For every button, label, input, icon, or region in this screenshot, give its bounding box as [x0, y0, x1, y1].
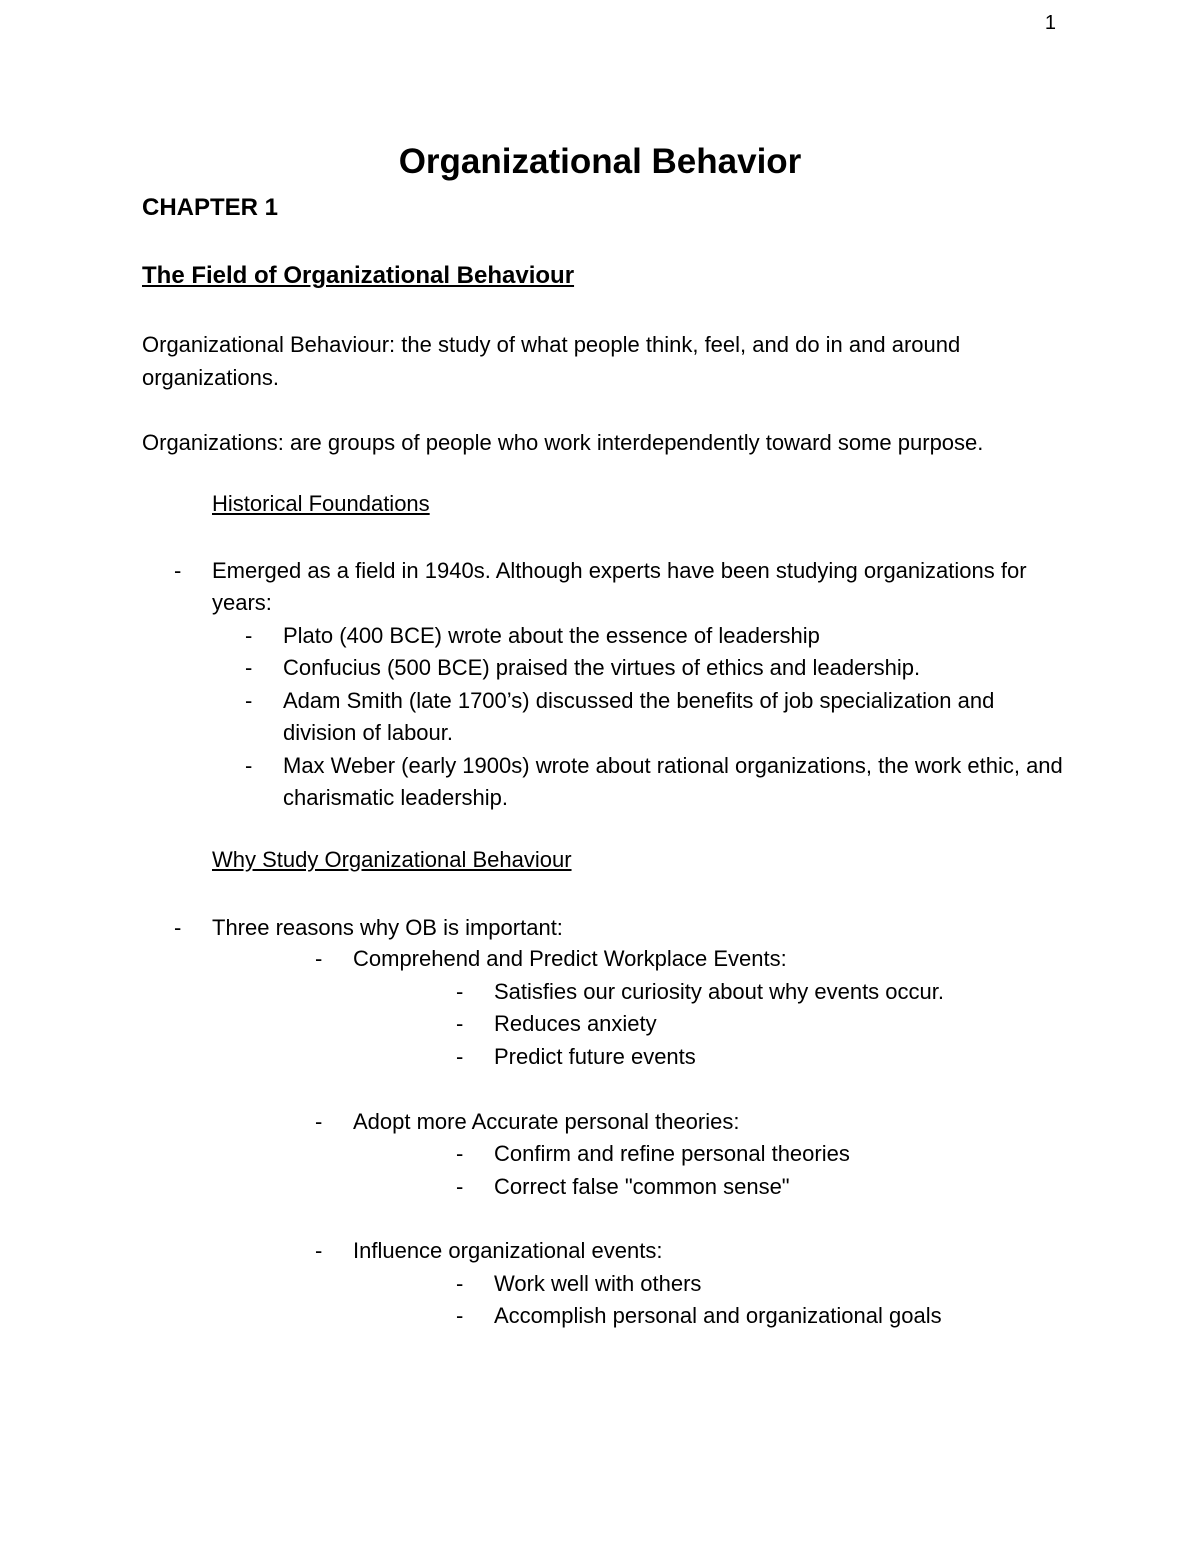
- dash-marker: -: [245, 623, 253, 648]
- dash-marker: -: [245, 753, 253, 778]
- list-item-text: Confirm and refine personal theories: [494, 1141, 850, 1166]
- list-item: [245, 750, 1063, 814]
- list-item: [315, 943, 1053, 975]
- list-item: [315, 1106, 1053, 1138]
- definition-organizational-behaviour: Organizational Behaviour: the study of what people think, feel, and do in and around organizations.: [142, 332, 961, 390]
- dash-marker: -: [174, 915, 182, 940]
- list-item-text: Plato (400 BCE) wrote about the essence of leadership: [283, 623, 820, 648]
- dash-marker: -: [456, 1303, 464, 1328]
- list-item-text: Accomplish personal and organizational goals: [494, 1303, 942, 1328]
- list-item: [174, 912, 1062, 944]
- list-item: [245, 652, 1063, 684]
- chapter-label: CHAPTER 1: [142, 194, 279, 221]
- list-item-text: Work well with others: [494, 1271, 702, 1296]
- list-item-text: Comprehend and Predict Workplace Events:: [353, 946, 787, 971]
- list-item: [315, 1235, 1053, 1267]
- dash-marker: -: [245, 688, 253, 713]
- list-item: [456, 1008, 1094, 1040]
- list-item-text: Confucius (500 BCE) praised the virtues of ethics and leadership.: [283, 655, 921, 680]
- dash-marker: -: [456, 979, 464, 1004]
- list-item-text: Reduces anxiety: [494, 1011, 657, 1036]
- dash-marker: -: [315, 946, 323, 971]
- list-item-text: Adopt more Accurate personal theories:: [353, 1109, 740, 1134]
- list-item: [174, 555, 1062, 619]
- list-item-text: Influence organizational events:: [353, 1238, 663, 1263]
- list-item: [456, 1041, 1094, 1073]
- list-item: [456, 1300, 1094, 1332]
- dash-marker: -: [315, 1238, 323, 1263]
- list-item: [245, 620, 1063, 652]
- page-number: 1: [1044, 12, 1056, 34]
- dash-marker: -: [456, 1141, 464, 1166]
- list-item-text: Three reasons why OB is important:: [212, 915, 563, 940]
- subheading-why-study: Why Study Organizational Behaviour: [212, 847, 572, 872]
- list-item: [456, 1138, 1094, 1170]
- list-item-text: Satisfies our curiosity about why events occur.: [494, 979, 944, 1004]
- dash-marker: -: [456, 1174, 464, 1199]
- list-item-text: Predict future events: [494, 1044, 696, 1069]
- list-item: [245, 685, 1063, 749]
- definition-organizations: Organizations: are groups of people who work interdependently toward some purpose.: [142, 430, 984, 455]
- list-item: [456, 1171, 1094, 1203]
- list-item-text: Adam Smith (late 1700’s) discussed the benefits of job specialization and division of labour.: [283, 688, 995, 745]
- list-item-text: Correct false "common sense": [494, 1174, 790, 1199]
- section-heading: The Field of Organizational Behaviour: [142, 262, 575, 289]
- list-item: [456, 976, 1094, 1008]
- dash-marker: -: [245, 655, 253, 680]
- subheading-historical-foundations: Historical Foundations: [212, 491, 430, 516]
- dash-marker: -: [456, 1044, 464, 1069]
- list-item: [456, 1268, 1094, 1300]
- dash-marker: -: [456, 1271, 464, 1296]
- dash-marker: -: [174, 558, 182, 583]
- document-title: Organizational Behavior: [398, 142, 802, 181]
- dash-marker: -: [456, 1011, 464, 1036]
- dash-marker: -: [315, 1109, 323, 1134]
- list-item-text: Max Weber (early 1900s) wrote about rational organizations, the work ethic, and charismatic leadership.: [283, 753, 1063, 810]
- list-item-text: Emerged as a field in 1940s. Although experts have been studying organizations for years:: [212, 558, 1027, 615]
